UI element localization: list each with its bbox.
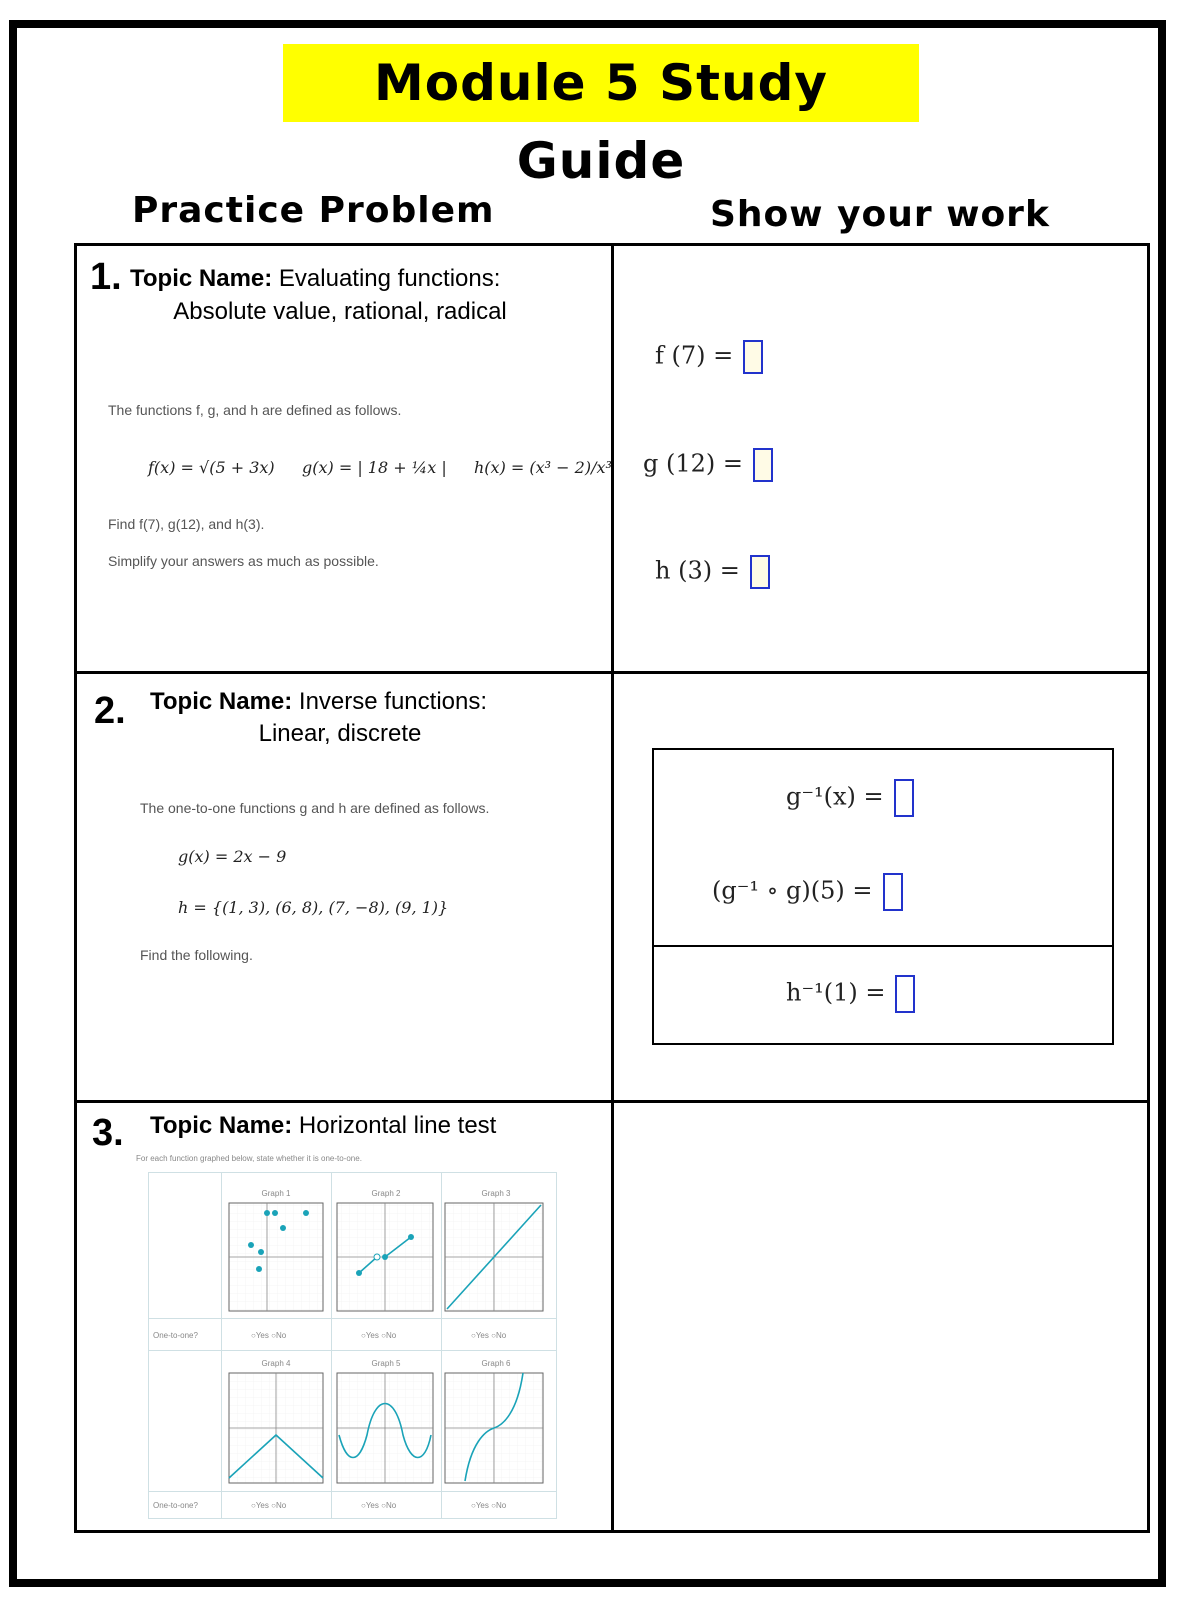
- answer-input[interactable]: [883, 873, 903, 911]
- topic-label: Topic Name:: [150, 1112, 293, 1139]
- page-title: Module 5 Study Guide: [283, 44, 919, 122]
- answer-g12: [643, 448, 773, 482]
- answer-label: g⁻¹(x) =: [786, 782, 884, 811]
- g-definition: g(x) = 2x − 9: [178, 847, 287, 866]
- h-definition: h(x) = (x³ − 2)/x³: [474, 458, 612, 477]
- topic-text: Inverse functions:: [292, 688, 488, 715]
- panel-divider: [654, 945, 1112, 947]
- answer-label: h⁻¹(1) =: [786, 978, 886, 1007]
- topic-text: Evaluating functions:: [272, 265, 501, 292]
- topic-subtitle: Linear, discrete: [258, 720, 422, 747]
- answer-label: g (12) =: [643, 449, 743, 478]
- row-divider-1: [74, 671, 1150, 674]
- problem-number: 3.: [92, 1112, 124, 1154]
- graph-title: Graph 6: [481, 1359, 511, 1368]
- graph-title: Graph 4: [261, 1359, 291, 1368]
- topic-subtitle: Absolute value, rational, radical: [173, 298, 507, 325]
- graph-4: [229, 1373, 323, 1483]
- choice-graph-1[interactable]: ○Yes ○No: [251, 1331, 287, 1340]
- h-definition: h = {(1, 3), (6, 8), (7, −8), (9, 1)}: [178, 898, 449, 917]
- answer-f7: [655, 340, 763, 374]
- answer-input[interactable]: [895, 975, 915, 1013]
- problem-find: Find the following.: [140, 947, 253, 963]
- graph-title: Graph 2: [371, 1189, 401, 1198]
- topic-title: [130, 263, 550, 294]
- graph-title: Graph 1: [261, 1189, 291, 1198]
- graph-drawings: [149, 1173, 556, 1518]
- column-header-practice: Practice Problem: [132, 190, 495, 231]
- answer-input[interactable]: [753, 448, 773, 482]
- choice-graph-6[interactable]: ○Yes ○No: [471, 1501, 507, 1510]
- answer-compose-5: [712, 873, 903, 911]
- graph-2: [337, 1203, 433, 1311]
- answer-input[interactable]: [894, 779, 914, 817]
- problem-intro: The functions f, g, and h are defined as follows.: [108, 402, 402, 418]
- row-divider-2: [74, 1100, 1150, 1103]
- graph-1: [229, 1203, 323, 1311]
- answer-ginv-x: [786, 779, 914, 817]
- choice-graph-3[interactable]: ○Yes ○No: [471, 1331, 507, 1340]
- topic-label: Topic Name:: [130, 265, 273, 292]
- answer-input[interactable]: [750, 555, 770, 589]
- graph-5: [337, 1373, 433, 1483]
- answer-label: (g⁻¹ ∘ g)(5) =: [712, 876, 873, 905]
- problem-intro: For each function graphed below, state whether it is one-to-one.: [136, 1154, 362, 1163]
- topic-title: [150, 1110, 590, 1141]
- answer-input[interactable]: [743, 340, 763, 374]
- problem-simplify: Simplify your answers as much as possible.: [108, 553, 379, 569]
- graphs-table: [148, 1172, 557, 1519]
- row-label: One-to-one?: [153, 1331, 198, 1340]
- graph-title: Graph 5: [371, 1359, 401, 1368]
- graph-title: Graph 3: [481, 1189, 511, 1198]
- row-label: One-to-one?: [153, 1501, 198, 1510]
- problem-intro: The one-to-one functions g and h are defined as follows.: [140, 800, 490, 816]
- problem-number: 1.: [90, 256, 122, 298]
- g-definition: g(x) = | 18 + ¼x |: [302, 458, 447, 477]
- choice-graph-4[interactable]: ○Yes ○No: [251, 1501, 287, 1510]
- choice-graph-5[interactable]: ○Yes ○No: [361, 1501, 397, 1510]
- answer-h3: [655, 555, 770, 589]
- problem-find: Find f(7), g(12), and h(3).: [108, 516, 265, 532]
- column-header-work: Show your work: [710, 194, 1050, 235]
- topic-label: Topic Name:: [150, 688, 293, 715]
- answer-label: h (3) =: [655, 556, 740, 585]
- topic-title: [150, 686, 550, 717]
- f-definition: f(x) = √(5 + 3x): [148, 458, 275, 477]
- column-divider: [611, 243, 614, 1533]
- answer-label: f (7) =: [655, 341, 734, 370]
- graph-6: [445, 1373, 543, 1483]
- problem-number: 2.: [94, 690, 126, 732]
- graph-3: [445, 1203, 543, 1311]
- choice-graph-2[interactable]: ○Yes ○No: [361, 1331, 397, 1340]
- answer-hinv-1: [786, 975, 915, 1013]
- topic-text: Horizontal line test: [292, 1112, 497, 1139]
